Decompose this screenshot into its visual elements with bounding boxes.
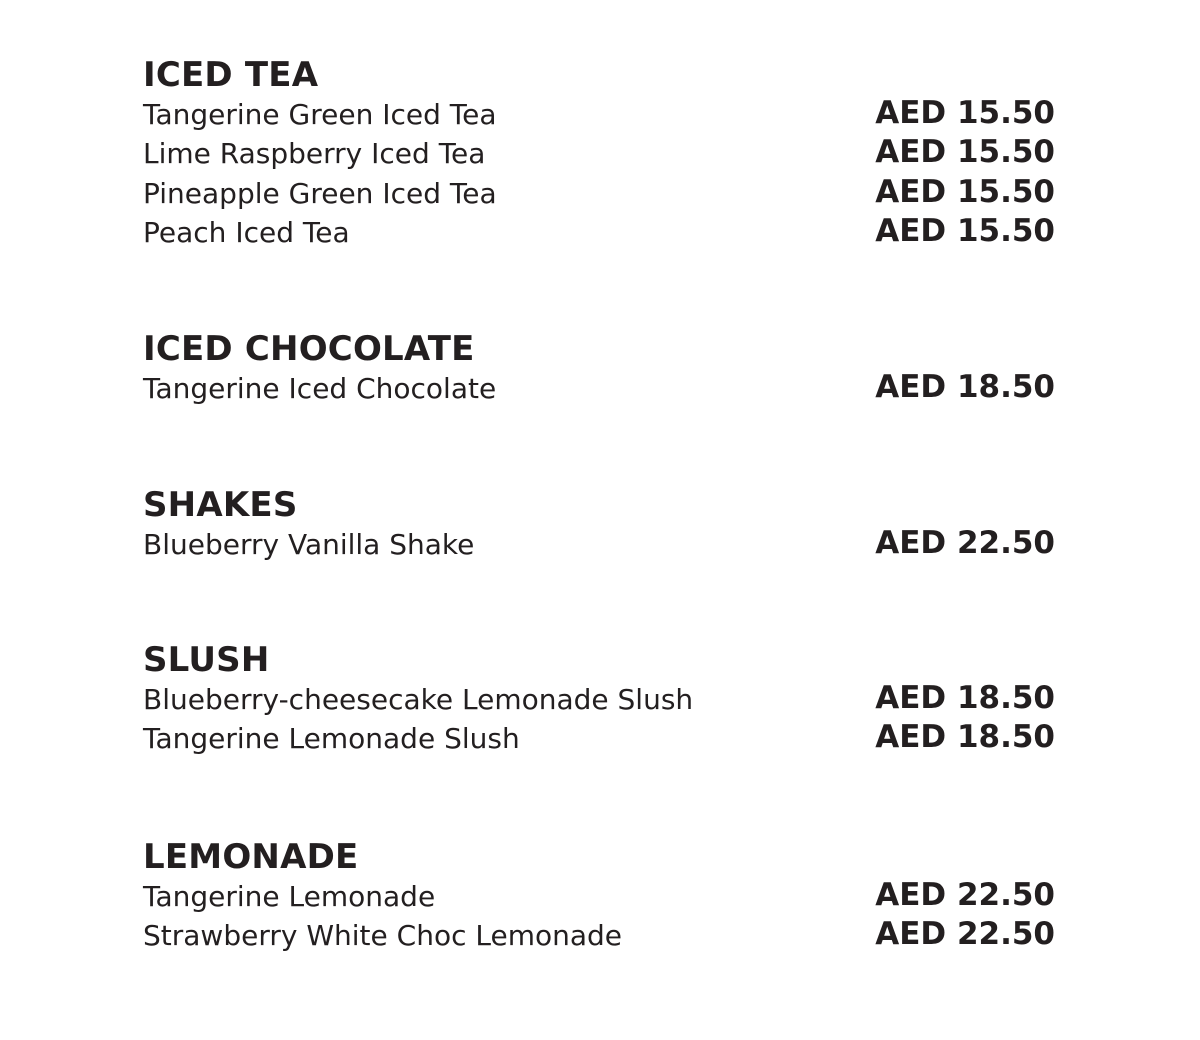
- item-name: Lime Raspberry Iced Tea: [143, 137, 486, 171]
- item-price: AED 15.50: [875, 134, 1055, 171]
- menu-item: [143, 134, 1055, 173]
- menu-section-iced-tea: [143, 55, 1055, 252]
- item-name: Tangerine Lemonade Slush: [143, 722, 520, 756]
- menu-item: [143, 719, 1055, 758]
- item-price: AED 15.50: [875, 212, 1055, 249]
- item-name: Peach Iced Tea: [143, 215, 350, 249]
- menu-section-slush: [143, 640, 1055, 759]
- menu-section-lemonade: [143, 837, 1055, 956]
- menu-item: [143, 680, 1055, 719]
- section-title: SHAKES: [143, 485, 298, 525]
- item-price: AED 22.50: [875, 916, 1055, 953]
- section-title: ICED CHOCOLATE: [143, 329, 475, 369]
- menu-item: [143, 174, 1055, 213]
- menu-item: [143, 916, 1055, 955]
- item-name: Pineapple Green Iced Tea: [143, 176, 497, 210]
- item-name: Tangerine Iced Chocolate: [143, 372, 497, 405]
- item-price: AED 22.50: [875, 877, 1055, 913]
- item-price: AED 18.50: [875, 680, 1055, 716]
- menu-item: [143, 213, 1055, 252]
- item-price: AED 15.50: [875, 95, 1055, 131]
- section-title: SLUSH: [143, 640, 270, 680]
- item-price: AED 18.50: [875, 369, 1055, 405]
- item-price: AED 18.50: [875, 719, 1055, 756]
- menu-item: [143, 525, 1055, 564]
- menu-section-shakes: [143, 485, 1055, 564]
- item-name: Blueberry-cheesecake Lemonade Slush: [143, 683, 694, 716]
- menu-section-iced-chocolate: [143, 329, 1055, 408]
- menu-item: [143, 95, 1055, 134]
- item-name: Strawberry White Choc Lemonade: [143, 919, 623, 953]
- item-price: AED 15.50: [875, 173, 1055, 210]
- item-name: Tangerine Lemonade: [143, 880, 436, 913]
- item-name: Blueberry Vanilla Shake: [143, 528, 475, 561]
- menu-item: [143, 369, 1055, 408]
- item-name: Tangerine Green Iced Tea: [143, 98, 497, 131]
- item-price: AED 22.50: [875, 525, 1055, 561]
- section-title: ICED TEA: [143, 55, 319, 95]
- section-title: LEMONADE: [143, 837, 359, 877]
- menu-item: [143, 877, 1055, 916]
